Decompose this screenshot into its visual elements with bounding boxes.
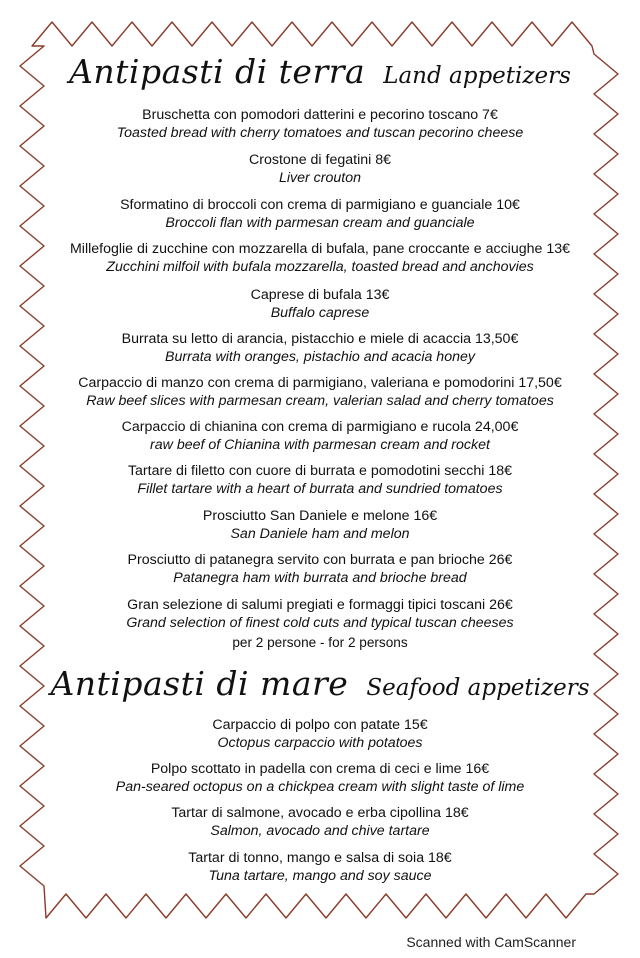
section-title-sea bbox=[0, 664, 640, 703]
menu-item-italian: Bruschetta con pomodori datterini e pecorino toscano 7€ bbox=[142, 107, 498, 123]
menu-item-burrata bbox=[0, 330, 640, 366]
menu-item-serving-note: per 2 persone - for 2 persons bbox=[232, 635, 408, 650]
menu-item-italian: Prosciutto San Daniele e melone 16€ bbox=[202, 508, 438, 524]
menu-item-italian: Millefoglie di zucchine con mozzarella di bufala, pane croccante e acciughe 13€ bbox=[69, 241, 570, 257]
menu-item-italian: Carpaccio di polpo con patate 15€ bbox=[212, 717, 428, 733]
menu-item-english: raw beef of Chianina with parmesan cream and rocket bbox=[150, 437, 490, 453]
section-title-italian: Antipasti di mare bbox=[50, 664, 349, 703]
menu-item-english: Patanegra ham with burrata and brioche bread bbox=[173, 570, 467, 586]
menu-item-english: Broccoli flan with parmesan cream and guanciale bbox=[165, 215, 475, 231]
menu-item-carpaccio-chianina bbox=[0, 418, 640, 454]
menu-item-english: Grand selection of finest cold cuts and typical tuscan cheeses bbox=[126, 615, 514, 631]
section-title-english: Land appetizers bbox=[383, 63, 571, 89]
menu-item-english: Octopus carpaccio with potatoes bbox=[217, 735, 423, 751]
menu-item-millefoglie bbox=[0, 240, 640, 276]
menu-item-english: Buffalo caprese bbox=[270, 305, 370, 321]
menu-item-italian: Caprese di bufala 13€ bbox=[250, 287, 390, 303]
menu-item-english: Salmon, avocado and chive tartare bbox=[210, 823, 430, 839]
menu-item-san-daniele bbox=[0, 507, 640, 543]
menu-item-english: Fillet tartare with a heart of burrata and sundried tomatoes bbox=[137, 481, 503, 497]
menu-item-italian: Burrata su letto di arancia, pistacchio e miele di acaccia 13,50€ bbox=[121, 331, 519, 347]
section-title-land bbox=[0, 52, 640, 91]
scanner-watermark: Scanned with CamScanner bbox=[406, 934, 576, 950]
menu-item-english: Toasted bread with cherry tomatoes and tuscan pecorino cheese bbox=[116, 125, 524, 141]
section-title-english: Seafood appetizers bbox=[366, 675, 590, 701]
menu-item-crostone bbox=[0, 151, 640, 187]
menu-item-italian: Tartar di tonno, mango e salsa di soia 18€ bbox=[188, 850, 452, 866]
menu-item-bruschetta bbox=[0, 106, 640, 142]
menu-item-sformatino bbox=[0, 196, 640, 232]
menu-item-caprese bbox=[0, 286, 640, 322]
menu-item-selezione-salumi bbox=[0, 596, 640, 652]
menu-item-italian: Tartare di filetto con cuore di burrata e pomodotini secchi 18€ bbox=[127, 463, 513, 479]
menu-item-italian: Crostone di fegatini 8€ bbox=[249, 152, 391, 168]
menu-item-tartar-tonno bbox=[0, 849, 640, 885]
menu-item-carpaccio-polpo bbox=[0, 716, 640, 752]
menu-item-italian: Prosciutto di patanegra servito con burrata e pan brioche 26€ bbox=[127, 552, 513, 568]
menu-item-carpaccio-manzo bbox=[0, 374, 640, 410]
menu-item-english: Zucchini milfoil with bufala mozzarella, toasted bread and anchovies bbox=[106, 259, 534, 275]
menu-item-polpo-scottato bbox=[0, 760, 640, 796]
menu-item-italian: Carpaccio di chianina con crema di parmigiano e rucola 24,00€ bbox=[121, 419, 519, 435]
menu-item-english: Raw beef slices with parmesan cream, valerian salad and cherry tomatoes bbox=[86, 393, 554, 409]
menu-item-english: Tuna tartare, mango and soy sauce bbox=[208, 868, 432, 884]
section-title-italian: Antipasti di terra bbox=[69, 52, 366, 91]
menu-item-italian: Gran selezione di salumi pregiati e formaggi tipici toscani 26€ bbox=[127, 597, 513, 613]
menu-item-italian: Tartar di salmone, avocado e erba cipollina 18€ bbox=[171, 805, 469, 821]
menu-item-italian: Carpaccio di manzo con crema di parmigiano, valeriana e pomodorini 17,50€ bbox=[78, 375, 562, 391]
menu-item-tartare-filetto bbox=[0, 462, 640, 498]
menu-item-italian: Sformatino di broccoli con crema di parmigiano e guanciale 10€ bbox=[120, 197, 520, 213]
menu-item-english: Burrata with oranges, pistachio and acacia honey bbox=[165, 349, 475, 365]
menu-item-english: San Daniele ham and melon bbox=[230, 526, 410, 542]
menu-item-english: Liver crouton bbox=[278, 170, 361, 186]
menu-item-italian: Polpo scottato in padella con crema di ceci e lime 16€ bbox=[150, 761, 490, 777]
menu-item-patanegra bbox=[0, 551, 640, 587]
menu-item-english: Pan-seared octopus on a chickpea cream with slight taste of lime bbox=[115, 779, 525, 795]
menu-item-tartar-salmone bbox=[0, 804, 640, 840]
